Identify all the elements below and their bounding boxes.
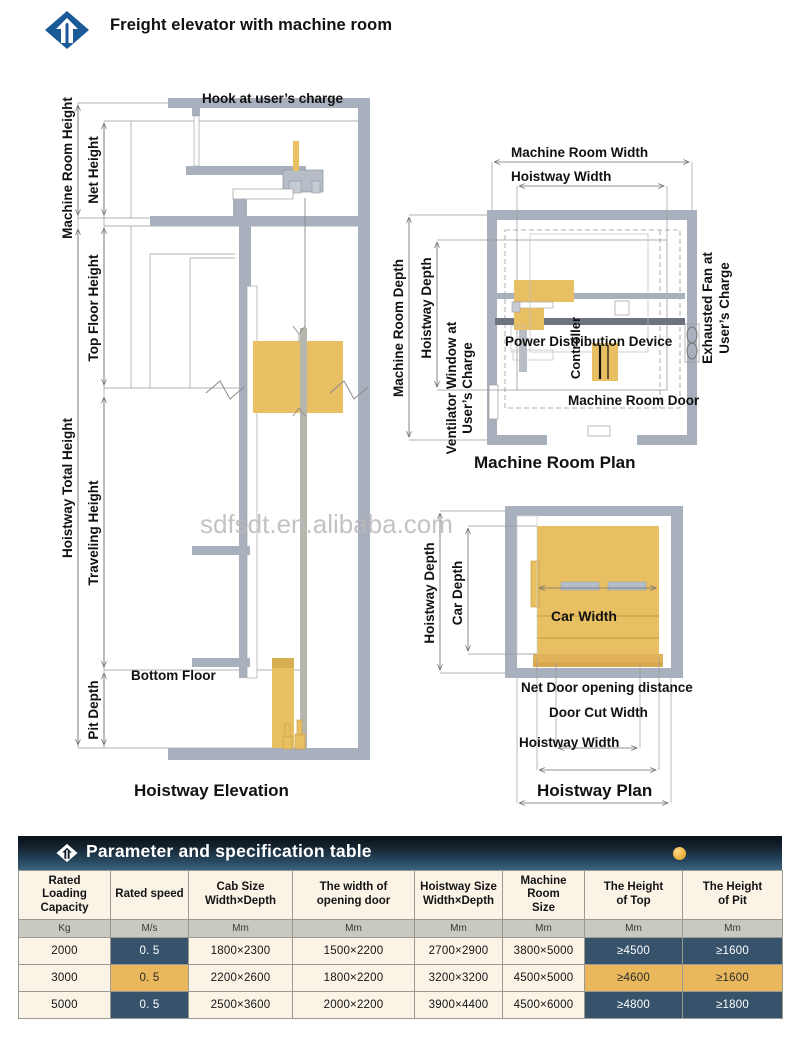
col-header-0 [19, 871, 111, 920]
col-header-4 [415, 871, 503, 920]
row1-col1: 0. 5 [111, 965, 189, 992]
col-header-3-l0: The width of [319, 881, 388, 894]
row2-col7: ≥1800 [683, 992, 783, 1019]
row2-col6: ≥4800 [585, 992, 683, 1019]
col-header-6-l0: The Height [603, 881, 664, 894]
col-header-1 [111, 871, 189, 920]
col-header-2-l0: Cab Size [216, 881, 265, 894]
label-top-floor-height: Top Floor Height [86, 254, 101, 362]
gold-dot-icon [673, 847, 686, 860]
label-machine-room-door: Machine Room Door [568, 393, 700, 408]
unit-5: Mm [503, 920, 585, 938]
label-bottom-floor: Bottom Floor [131, 668, 216, 683]
col-header-7-l0: The Height [702, 881, 763, 894]
label-exhausted-fan-line1: Exhausted Fan at [700, 252, 715, 364]
row0-col2: 1800×2300 [189, 938, 293, 965]
label-exhausted-fan-line2: User’s Charge [717, 262, 732, 354]
label-power-distribution-device: Power Distribution Device [505, 334, 673, 349]
table-row [19, 965, 783, 992]
row1-col7: ≥1600 [683, 965, 783, 992]
col-header-6-l1: of Top [616, 895, 651, 907]
caption-hoistway-plan: Hoistway Plan [537, 781, 653, 800]
table-row [19, 992, 783, 1019]
unit-7: Mm [683, 920, 783, 938]
row1-col3: 1800×2200 [293, 965, 415, 992]
caption-hoistway-elevation: Hoistway Elevation [134, 781, 289, 800]
label-hoistway-depth: Hoistway Depth [419, 257, 434, 359]
label-hoistway-width: Hoistway Width [511, 169, 612, 184]
label-controller: Controller [568, 316, 583, 380]
col-header-6 [585, 871, 683, 920]
label-hoistway-total-height: Hoistway Total Height [60, 417, 75, 559]
unit-3: Mm [293, 920, 415, 938]
col-header-1-l0: Rated speed [115, 888, 184, 901]
row0-col7: ≥1600 [683, 938, 783, 965]
row2-col1: 0. 5 [111, 992, 189, 1019]
hoistway-plan-drawing [440, 506, 683, 803]
row0-col6: ≥4500 [585, 938, 683, 965]
col-header-7-l1: of Pit [718, 895, 747, 907]
row0-col4: 2700×2900 [415, 938, 503, 965]
row1-col5: 4500×5000 [503, 965, 585, 992]
spec-table-unit-row [19, 920, 783, 938]
caption-machine-room-plan: Machine Room Plan [474, 453, 636, 472]
row0-col3: 1500×2200 [293, 938, 415, 965]
row1-col6: ≥4600 [585, 965, 683, 992]
row2-col0: 5000 [19, 992, 111, 1019]
col-header-2 [189, 871, 293, 920]
col-header-0-l1: Loading [42, 888, 87, 901]
label-door-cut-width: Door Cut Width [549, 705, 648, 720]
col-header-4-l0: Hoistway Size [420, 881, 497, 894]
label-machine-room-depth: Machine Room Depth [391, 258, 406, 398]
banner-diamond-arrow-logo-icon [56, 842, 78, 864]
unit-4: Mm [415, 920, 503, 938]
label-hoistway-plan-width: Hoistway Width [519, 735, 620, 750]
row2-col2: 2500×3600 [189, 992, 293, 1019]
col-header-4-l1: Width×Depth [422, 895, 495, 907]
col-header-5-l1: Size [531, 901, 555, 914]
spec-table-header-row [19, 871, 783, 920]
label-car-width: Car Width [551, 608, 617, 624]
row0-col5: 3800×5000 [503, 938, 585, 965]
spec-table-banner [18, 836, 782, 870]
technical-drawings [0, 58, 800, 818]
page-title: Freight elevator with machine room [110, 16, 393, 34]
spec-table [18, 870, 783, 1019]
table-row [19, 938, 783, 965]
label-traveling-height: Traveling Height [86, 480, 101, 586]
row2-col4: 3900×4400 [415, 992, 503, 1019]
diagram-area [0, 58, 800, 818]
col-header-5-l0: Machine Room [520, 874, 567, 901]
row1-col0: 3000 [19, 965, 111, 992]
row0-col1: 0. 5 [111, 938, 189, 965]
col-header-0-l2: Capacity [40, 901, 89, 914]
row0-col0: 2000 [19, 938, 111, 965]
label-ventilator-window-line2: User’s Charge [460, 342, 475, 434]
watermark: sdfsdt.en.alibaba.com [200, 509, 453, 539]
row2-col3: 2000×2200 [293, 992, 415, 1019]
unit-0: Kg [19, 920, 111, 938]
col-header-5 [503, 871, 585, 920]
col-header-3 [293, 871, 415, 920]
label-machine-room-height: Machine Room Height [60, 97, 75, 239]
row1-col4: 3200×3200 [415, 965, 503, 992]
col-header-2-l1: Width×Depth [204, 895, 277, 907]
col-header-3-l1: opening door [316, 895, 391, 907]
label-machine-room-width: Machine Room Width [511, 145, 649, 160]
row2-col5: 4500×6000 [503, 992, 585, 1019]
diamond-arrow-logo-icon [44, 10, 90, 50]
unit-2: Mm [189, 920, 293, 938]
page-header [0, 0, 800, 58]
col-header-0-l0: Rated [48, 874, 81, 887]
unit-1: M/s [111, 920, 189, 938]
unit-6: Mm [585, 920, 683, 938]
col-header-7 [683, 871, 783, 920]
label-ventilator-window-line1: Ventilator Window at [444, 321, 459, 455]
label-car-depth: Car Depth [450, 560, 465, 626]
spec-table-title: Parameter and specification table [86, 841, 372, 861]
label-pit-depth: Pit Depth [86, 680, 101, 740]
row1-col2: 2200×2600 [189, 965, 293, 992]
label-net-height: Net Height [86, 136, 101, 204]
label-hook-at-users-charge: Hook at user’s charge [202, 91, 344, 106]
label-net-door-opening-distance: Net Door opening distance [521, 680, 693, 695]
label-hoistway-plan-depth: Hoistway Depth [422, 542, 437, 644]
hoistway-elevation-drawing [78, 98, 370, 760]
